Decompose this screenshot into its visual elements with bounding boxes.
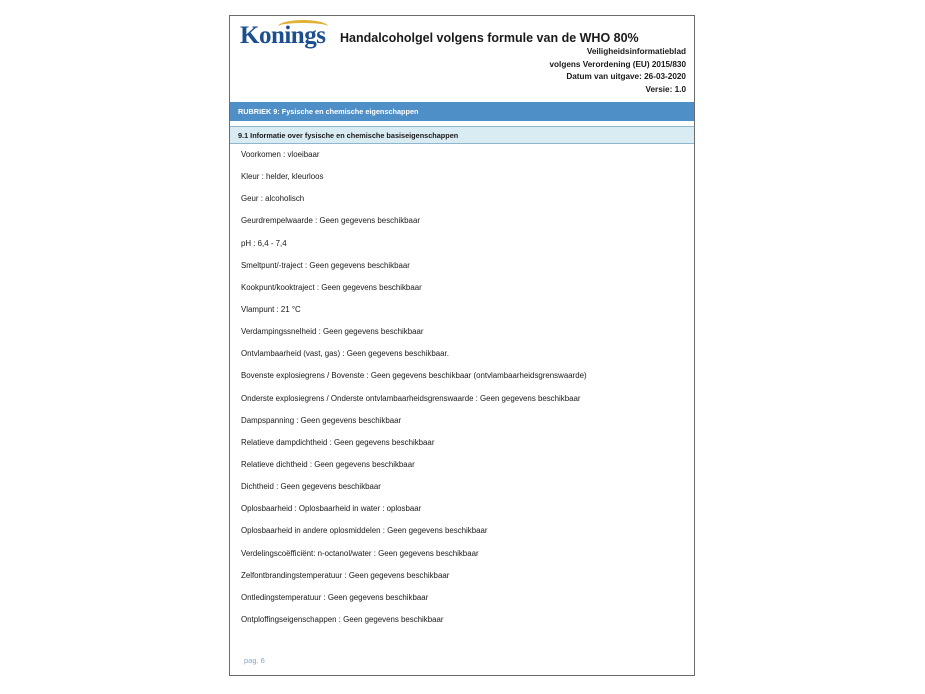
property-item: Ontploffingseigenschappen : Geen gegevens beschikbaar [241, 614, 444, 624]
property-item: pH : 6,4 - 7,4 [241, 238, 287, 248]
property-item: Kookpunt/kooktraject : Geen gegevens beschikbaar [241, 282, 422, 292]
property-item: Kleur : helder, kleurloos [241, 172, 324, 182]
property-item: Onderste explosiegrens / Onderste ontvlambaarheidsgrenswaarde : Geen gegevens beschikbaar [241, 393, 581, 403]
meta-doc-type: Veiligheidsinformatieblad [586, 47, 686, 56]
subsection-heading: 9.1 Informatie over fysische en chemische basiseigenschappen [230, 126, 694, 144]
property-item: Zelfontbrandingstemperatuur : Geen gegevens beschikbaar [241, 570, 450, 580]
property-item: Bovenste explosiegrens / Bovenste : Geen gegevens beschikbaar (ontvlambaarheidsgrenswaarde) [241, 371, 587, 381]
property-item: Geur : alcoholisch [241, 194, 305, 204]
section-heading: RUBRIEK 9: Fysische en chemische eigenschappen [230, 102, 694, 121]
company-logo: Konings [240, 22, 326, 49]
property-item: Ontvlambaarheid (vast, gas) : Geen gegevens beschikbaar. [241, 349, 449, 359]
property-item: Voorkomen : vloeibaar [241, 150, 320, 159]
property-item: Dampspanning : Geen gegevens beschikbaar [241, 415, 402, 425]
property-item: Relatieve dichtheid : Geen gegevens beschikbaar [241, 459, 415, 469]
property-item: Relatieve dampdichtheid : Geen gegevens beschikbaar [241, 437, 435, 447]
document-meta [549, 46, 686, 96]
property-item: Verdelingscoëfficiënt: n-octanol/water : Geen gegevens beschikbaar [241, 548, 479, 558]
meta-version: Versie: 1.0 [645, 84, 686, 94]
product-title: Handalcoholgel volgens formule van de WHO 80% [340, 31, 639, 45]
document-header [230, 16, 694, 100]
meta-regulation: volgens Verordening (EU) 2015/830 [549, 59, 686, 69]
meta-issue-date: Datum van uitgave: 26-03-2020 [566, 72, 686, 81]
property-item: Oplosbaarheid : Oplosbaarheid in water : oplosbaar [241, 504, 422, 514]
property-list [241, 149, 681, 636]
document-page [229, 15, 695, 676]
property-item: Dichtheid : Geen gegevens beschikbaar [241, 482, 381, 492]
property-item: Vlampunt : 21 °C [241, 304, 301, 314]
property-item: Verdampingssnelheid : Geen gegevens beschikbaar [241, 327, 424, 337]
property-item: Ontledingstemperatuur : Geen gegevens beschikbaar [241, 592, 429, 602]
page-number: pag. 6 [244, 656, 265, 665]
property-item: Oplosbaarheid in andere oplosmiddelen : Geen gegevens beschikbaar [241, 526, 488, 536]
property-item: Geurdrempelwaarde : Geen gegevens beschikbaar [241, 216, 420, 226]
property-item: Smeltpunt/-traject : Geen gegevens beschikbaar [241, 260, 410, 270]
